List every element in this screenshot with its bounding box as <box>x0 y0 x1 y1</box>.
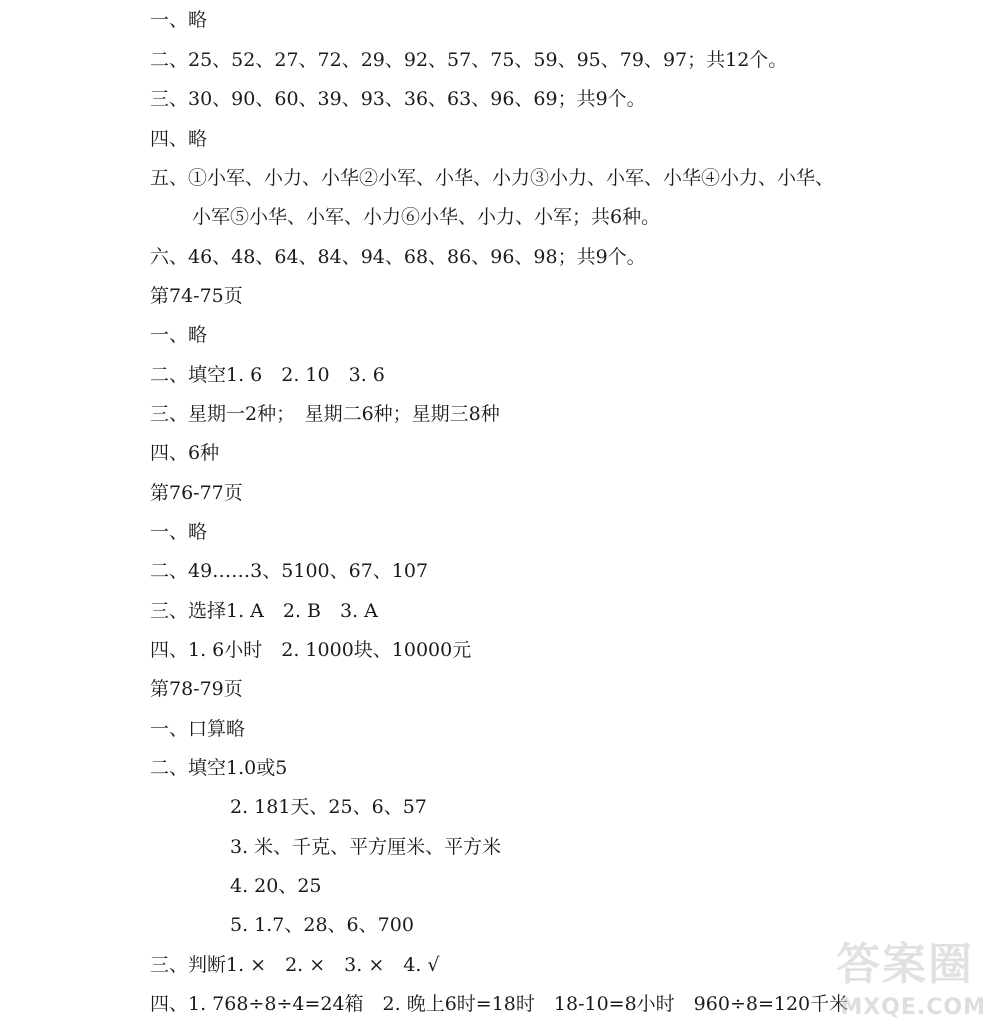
answer-line: 三、选择1. A 2. B 3. A <box>150 600 378 622</box>
answer-line: 六、46、48、64、84、94、68、86、96、98；共9个。 <box>150 246 646 268</box>
answer-line: 二、49……3、5100、67、107 <box>150 560 429 582</box>
answer-line: 5. 1.7、28、6、700 <box>230 914 414 936</box>
answer-line: 一、略 <box>150 324 208 346</box>
answer-line: 一、口算略 <box>150 718 246 740</box>
watermark-logo-text: 答案圈 <box>836 939 974 990</box>
answer-line: 三、判断1. × 2. × 3. × 4. √ <box>150 954 440 976</box>
answer-line: 四、略 <box>150 128 208 150</box>
answer-line: 三、星期一2种； 星期二6种；星期三8种 <box>150 403 500 425</box>
answer-line: 二、25、52、27、72、29、92、57、75、59、95、79、97；共12个。 <box>150 49 788 71</box>
page-heading: 第78-79页 <box>150 678 243 700</box>
answer-line: 四、6种 <box>150 442 220 464</box>
answer-line: 一、略 <box>150 521 208 543</box>
answer-line: 四、1. 6小时 2. 1000块、10000元 <box>150 639 472 661</box>
answer-line: 小军⑤小华、小军、小力⑥小华、小力、小军；共6种。 <box>192 206 661 228</box>
answer-line: 五、①小军、小力、小华②小军、小华、小力③小力、小军、小华④小力、小华、 <box>150 167 835 189</box>
answer-line: 三、30、90、60、39、93、36、63、96、69；共9个。 <box>150 88 646 110</box>
answer-line: 3. 米、千克、平方厘米、平方米 <box>230 836 502 858</box>
answer-line: 四、1. 768÷8÷4=24箱 2. 晚上6时=18时 18-10=8小时 960÷8=120千米 <box>150 993 849 1015</box>
answer-line: 二、填空1.0或5 <box>150 757 288 779</box>
page-heading: 第74-75页 <box>150 285 243 307</box>
answer-line: 一、略 <box>150 9 208 31</box>
answer-line: 二、填空1. 6 2. 10 3. 6 <box>150 364 385 386</box>
answer-line: 4. 20、25 <box>230 875 322 897</box>
watermark-url: MXQE.COM <box>840 995 986 1020</box>
page-heading: 第76-77页 <box>150 482 243 504</box>
answer-line: 2. 181天、25、6、57 <box>230 796 427 818</box>
